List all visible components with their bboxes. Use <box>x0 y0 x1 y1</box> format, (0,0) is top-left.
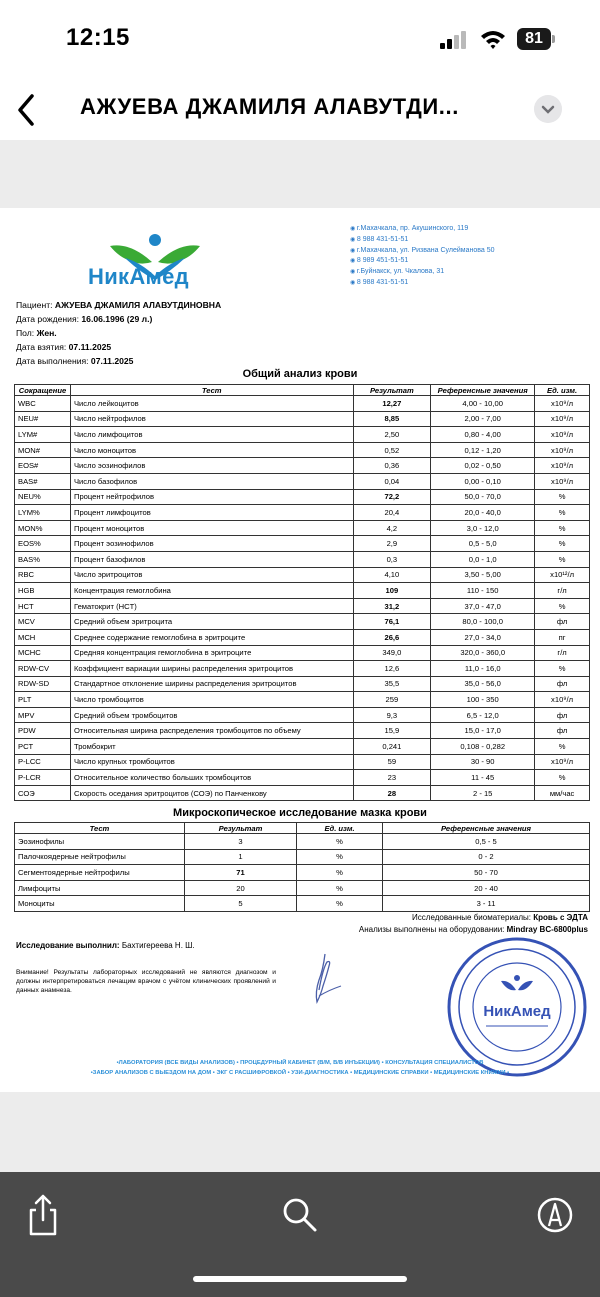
performer-info <box>16 941 195 950</box>
micro-unit-cell: % <box>297 834 383 850</box>
table-row <box>15 458 590 474</box>
cbc-unit-cell: фл <box>535 723 590 739</box>
cbc-test-cell: Число базофилов <box>70 473 353 489</box>
cbc-test-cell: Число лимфоцитов <box>70 427 353 443</box>
contact-line: ◉ г.Махачкала, пр. Акушинского, 119 <box>350 224 495 235</box>
micro-title: Микроскопическое исследование мазка крови <box>173 807 427 819</box>
micro-ref-cell: 0,5 - 5 <box>383 834 590 850</box>
cbc-ref-cell: 4,00 - 10,00 <box>431 396 535 412</box>
table-row <box>15 473 590 489</box>
micro-header-unit: Ед. изм. <box>297 823 383 834</box>
cbc-ref-cell: 6,5 - 12,0 <box>431 707 535 723</box>
cbc-ref-cell: 320,0 - 360,0 <box>431 645 535 661</box>
wifi-icon <box>480 28 506 50</box>
cbc-test-cell: Процент нейтрофилов <box>70 489 353 505</box>
cbc-result-cell: 12,6 <box>353 661 431 677</box>
patient-name: АЖУЕВА ДЖАМИЛЯ АЛАВУТДИНОВНА <box>54 300 222 310</box>
table-row <box>15 629 590 645</box>
cbc-abbr-cell: PCT <box>15 739 71 755</box>
cbc-abbr-cell: MCH <box>15 629 71 645</box>
services-line-2: •ЗАБОР АНАЛИЗОВ С ВЫЕЗДОМ НА ДОМ • ЭКГ С РАСШИФРОВКОЙ • УЗИ-ДИАГНОСТИКА • МЕДИЦИНСКИЕ СПРАВКИ • МЕДИЦИНСКИЕ КНИЖКИ • <box>90 1070 510 1076</box>
cbc-abbr-cell: MCV <box>15 614 71 630</box>
cbc-result-cell: 0,36 <box>353 458 431 474</box>
cbc-test-cell: Число тромбоцитов <box>70 692 353 708</box>
cbc-unit-cell: пг <box>535 629 590 645</box>
clinic-stamp-icon <box>446 936 588 1078</box>
services-line-1: •ЛАБОРАТОРИЯ (ВСЕ ВИДЫ АНАЛИЗОВ) • ПРОЦЕДУРНЫЙ КАБИНЕТ (В/М, В/В ИНЪЕКЦИИ) • КОНСУЛЬТАЦИЯ СПЕЦИАЛИСТОВ <box>116 1060 484 1066</box>
header-ref: Референсные значения <box>431 385 535 396</box>
taken-date: 07.11.2025 <box>68 342 112 352</box>
cbc-unit-cell: г/л <box>535 645 590 661</box>
table-row <box>15 896 590 912</box>
cbc-abbr-cell: WBC <box>15 396 71 412</box>
cbc-ref-cell: 50,0 - 70,0 <box>431 489 535 505</box>
micro-ref-cell: 3 - 11 <box>383 896 590 912</box>
cbc-test-cell: Число нейтрофилов <box>70 411 353 427</box>
cbc-unit-cell: % <box>535 520 590 536</box>
cbc-ref-cell: 11 - 45 <box>431 770 535 786</box>
cbc-test-cell: Тромбокрит <box>70 739 353 755</box>
nav-bar <box>0 80 600 140</box>
cbc-ref-cell: 100 - 350 <box>431 692 535 708</box>
micro-result-cell: 3 <box>185 834 297 850</box>
cbc-result-cell: 259 <box>353 692 431 708</box>
cbc-abbr-cell: P-LCC <box>15 754 71 770</box>
signature-icon <box>305 950 345 1010</box>
cbc-abbr-cell: NEU% <box>15 489 71 505</box>
cbc-ref-cell: 3,0 - 12,0 <box>431 520 535 536</box>
biomaterial-info <box>359 912 588 936</box>
micro-ref-cell: 50 - 70 <box>383 865 590 881</box>
cbc-unit-cell: x10⁹/л <box>535 754 590 770</box>
cbc-abbr-cell: P-LCR <box>15 770 71 786</box>
cbc-unit-cell: фл <box>535 707 590 723</box>
cbc-unit-cell: x10⁹/л <box>535 427 590 443</box>
viewer-background <box>0 1092 600 1172</box>
micro-test-cell: Лимфоциты <box>15 880 185 896</box>
share-button[interactable] <box>18 1190 68 1240</box>
table-row <box>15 536 590 552</box>
table-row <box>15 567 590 583</box>
cbc-ref-cell: 0,108 - 0,282 <box>431 739 535 755</box>
contact-line: ◉ 8 988 431-51-51 <box>350 278 495 289</box>
cbc-result-cell: 23 <box>353 770 431 786</box>
cbc-result-cell: 35,5 <box>353 676 431 692</box>
cbc-unit-cell: % <box>535 598 590 614</box>
home-indicator <box>193 1276 407 1282</box>
battery-indicator: 81 <box>517 28 551 50</box>
micro-header-ref: Референсные значения <box>383 823 590 834</box>
contact-line: ◉ 8 989 451-51-51 <box>350 256 495 267</box>
table-row <box>15 442 590 458</box>
micro-result-cell: 5 <box>185 896 297 912</box>
cbc-test-cell: Стандартное отклонение ширины распределения эритроцитов <box>70 676 353 692</box>
table-row <box>15 427 590 443</box>
cbc-unit-cell: г/л <box>535 583 590 599</box>
cbc-unit-cell: x10¹²/л <box>535 567 590 583</box>
cbc-result-cell: 349,0 <box>353 645 431 661</box>
table-row <box>15 583 590 599</box>
cbc-unit-cell: мм/час <box>535 785 590 801</box>
cbc-test-cell: Число крупных тромбоцитов <box>70 754 353 770</box>
lab-report-document[interactable] <box>0 208 600 1092</box>
cbc-test-cell: Средний объем эритроцита <box>70 614 353 630</box>
cbc-result-cell: 109 <box>353 583 431 599</box>
cbc-ref-cell: 0,02 - 0,50 <box>431 458 535 474</box>
cbc-abbr-cell: PLT <box>15 692 71 708</box>
cbc-ref-cell: 2,00 - 7,00 <box>431 411 535 427</box>
cbc-unit-cell: % <box>535 489 590 505</box>
cbc-unit-cell: % <box>535 739 590 755</box>
cbc-result-cell: 12,27 <box>353 396 431 412</box>
cbc-abbr-cell: EOS% <box>15 536 71 552</box>
cbc-test-cell: Число эритроцитов <box>70 567 353 583</box>
cbc-result-cell: 20,4 <box>353 505 431 521</box>
dob-label: Дата рождения: <box>16 314 80 324</box>
header-test: Тест <box>70 385 353 396</box>
cbc-abbr-cell: EOS# <box>15 458 71 474</box>
cbc-unit-cell: % <box>535 661 590 677</box>
cbc-result-cell: 0,04 <box>353 473 431 489</box>
cbc-result-cell: 72,2 <box>353 489 431 505</box>
table-row <box>15 754 590 770</box>
cbc-test-cell: Относительная ширина распределения тромбоцитов по объему <box>70 723 353 739</box>
equipment-value: Mindray BC-6800plus <box>506 925 588 934</box>
cbc-abbr-cell: RDW-CV <box>15 661 71 677</box>
cbc-ref-cell: 11,0 - 16,0 <box>431 661 535 677</box>
micro-unit-cell: % <box>297 849 383 865</box>
table-row <box>15 849 590 865</box>
cbc-result-cell: 26,6 <box>353 629 431 645</box>
micro-header-row <box>15 823 590 834</box>
cbc-ref-cell: 37,0 - 47,0 <box>431 598 535 614</box>
done-label: Дата выполнения: <box>16 356 89 366</box>
contact-line: ◉ г.Махачкала, ул. Ризвана Сулейманова 50 <box>350 246 495 257</box>
patient-name-label: Пациент: <box>16 300 53 310</box>
cbc-test-cell: Относительное количество больших тромбоцитов <box>70 770 353 786</box>
micro-table <box>14 822 590 912</box>
table-row <box>15 676 590 692</box>
cbc-ref-cell: 80,0 - 100,0 <box>431 614 535 630</box>
cbc-ref-cell: 0,12 - 1,20 <box>431 442 535 458</box>
micro-header-test: Тест <box>15 823 185 834</box>
cbc-ref-cell: 0,00 - 0,10 <box>431 473 535 489</box>
micro-unit-cell: % <box>297 865 383 881</box>
chevron-down-icon[interactable] <box>534 95 562 123</box>
cbc-header-row <box>15 385 590 396</box>
cbc-result-cell: 31,2 <box>353 598 431 614</box>
performer-name: Бахтигереева Н. Ш. <box>121 941 195 950</box>
status-bar <box>0 0 600 80</box>
cbc-abbr-cell: NEU# <box>15 411 71 427</box>
performer-label: Исследование выполнил: <box>16 941 120 950</box>
taken-label: Дата взятия: <box>16 342 67 352</box>
cbc-result-cell: 2,50 <box>353 427 431 443</box>
cbc-test-cell: Средний объем тромбоцитов <box>70 707 353 723</box>
cbc-test-cell: Процент лимфоцитов <box>70 505 353 521</box>
cbc-table <box>14 384 590 801</box>
cbc-test-cell: Число лейкоцитов <box>70 396 353 412</box>
biomat-value: Кровь с ЭДТА <box>533 913 588 922</box>
cellular-signal-icon <box>440 31 470 49</box>
cbc-ref-cell: 30 - 90 <box>431 754 535 770</box>
cbc-test-cell: Процент эозинофилов <box>70 536 353 552</box>
table-row <box>15 645 590 661</box>
micro-test-cell: Моноциты <box>15 896 185 912</box>
table-row <box>15 770 590 786</box>
stamp-name: НикАмед <box>483 1003 551 1020</box>
patient-info <box>16 298 221 368</box>
micro-test-cell: Эозинофилы <box>15 834 185 850</box>
cbc-result-cell: 2,9 <box>353 536 431 552</box>
cbc-ref-cell: 27,0 - 34,0 <box>431 629 535 645</box>
cbc-test-cell: Средняя концентрация гемоглобина в эритроците <box>70 645 353 661</box>
cbc-title: Общий анализ крови <box>242 368 358 380</box>
table-row <box>15 739 590 755</box>
cbc-test-cell: Коэффициент вариации ширины распределения эритроцитов <box>70 661 353 677</box>
cbc-unit-cell: % <box>535 505 590 521</box>
cbc-test-cell: Гематокрит (HCT) <box>70 598 353 614</box>
cbc-unit-cell: фл <box>535 676 590 692</box>
cbc-unit-cell: фл <box>535 614 590 630</box>
battery-tip <box>552 35 555 43</box>
disclaimer-text: Внимание! Результаты лабораторных исследований не являются диагнозом и должны интерпретироваться лечащим врачом с учётом клинических проявлений и данных анамнеза. <box>16 969 276 995</box>
cbc-unit-cell: % <box>535 770 590 786</box>
table-row <box>15 551 590 567</box>
cbc-unit-cell: x10⁹/л <box>535 411 590 427</box>
cbc-test-cell: Процент моноцитов <box>70 520 353 536</box>
cbc-abbr-cell: MPV <box>15 707 71 723</box>
cbc-result-cell: 0,52 <box>353 442 431 458</box>
equipment-label: Анализы выполнены на оборудовании: <box>358 925 505 934</box>
contact-line: ◉ г.Буйнакск, ул. Чкалова, 31 <box>350 267 495 278</box>
clinic-contacts <box>350 224 495 289</box>
cbc-result-cell: 9,3 <box>353 707 431 723</box>
table-row <box>15 520 590 536</box>
table-row <box>15 707 590 723</box>
header-abbr: Сокращение <box>15 385 71 396</box>
micro-test-cell: Палочкоядерные нейтрофилы <box>15 849 185 865</box>
cbc-result-cell: 4,2 <box>353 520 431 536</box>
micro-ref-cell: 0 - 2 <box>383 849 590 865</box>
table-row <box>15 411 590 427</box>
micro-header-result: Результат <box>185 823 297 834</box>
header-unit: Ед. изм. <box>535 385 590 396</box>
table-row <box>15 880 590 896</box>
cbc-ref-cell: 3,50 - 5,00 <box>431 567 535 583</box>
cbc-ref-cell: 0,5 - 5,0 <box>431 536 535 552</box>
table-row <box>15 489 590 505</box>
cbc-result-cell: 0,3 <box>353 551 431 567</box>
services-footer <box>0 1058 600 1078</box>
cbc-test-cell: Число эозинофилов <box>70 458 353 474</box>
table-row <box>15 505 590 521</box>
cbc-ref-cell: 2 - 15 <box>431 785 535 801</box>
table-row <box>15 598 590 614</box>
cbc-test-cell: Скорость оседания эритроцитов (СОЭ) по Панченкову <box>70 785 353 801</box>
table-row <box>15 614 590 630</box>
table-row <box>15 785 590 801</box>
cbc-result-cell: 4,10 <box>353 567 431 583</box>
cbc-abbr-cell: MCHC <box>15 645 71 661</box>
cbc-unit-cell: x10⁹/л <box>535 692 590 708</box>
cbc-abbr-cell: LYM% <box>15 505 71 521</box>
table-row <box>15 692 590 708</box>
biomat-label: Исследованные биоматериалы: <box>412 913 532 922</box>
micro-test-cell: Сегментоядерные нейтрофилы <box>15 865 185 881</box>
table-row <box>15 865 590 881</box>
cbc-abbr-cell: BAS# <box>15 473 71 489</box>
dob: 16.06.1996 (29 л.) <box>81 314 153 324</box>
cbc-test-cell: Концентрация гемоглобина <box>70 583 353 599</box>
bottom-toolbar <box>0 1172 600 1297</box>
cbc-unit-cell: % <box>535 551 590 567</box>
cbc-result-cell: 28 <box>353 785 431 801</box>
micro-result-cell: 20 <box>185 880 297 896</box>
cbc-abbr-cell: HCT <box>15 598 71 614</box>
cbc-ref-cell: 15,0 - 17,0 <box>431 723 535 739</box>
cbc-ref-cell: 35,0 - 56,0 <box>431 676 535 692</box>
clinic-name: НикАмед <box>88 264 189 289</box>
cbc-ref-cell: 0,0 - 1,0 <box>431 551 535 567</box>
micro-result-cell: 1 <box>185 849 297 865</box>
cbc-abbr-cell: RDW-SD <box>15 676 71 692</box>
header-result: Результат <box>353 385 431 396</box>
table-row <box>15 396 590 412</box>
cbc-abbr-cell: MON% <box>15 520 71 536</box>
markup-button[interactable] <box>530 1190 580 1240</box>
micro-unit-cell: % <box>297 896 383 912</box>
cbc-abbr-cell: RBC <box>15 567 71 583</box>
cbc-test-cell: Число моноцитов <box>70 442 353 458</box>
cbc-ref-cell: 0,80 - 4,00 <box>431 427 535 443</box>
cbc-result-cell: 76,1 <box>353 614 431 630</box>
cbc-result-cell: 8,85 <box>353 411 431 427</box>
micro-unit-cell: % <box>297 880 383 896</box>
search-button[interactable] <box>274 1190 324 1240</box>
micro-result-cell: 71 <box>185 865 297 881</box>
cbc-abbr-cell: HGB <box>15 583 71 599</box>
cbc-ref-cell: 20,0 - 40,0 <box>431 505 535 521</box>
document-title: АЖУЕВА ДЖАМИЛЯ АЛАВУТДИ... <box>80 94 459 119</box>
cbc-abbr-cell: СОЭ <box>15 785 71 801</box>
cbc-abbr-cell: LYM# <box>15 427 71 443</box>
cbc-test-cell: Процент базофилов <box>70 551 353 567</box>
table-row <box>15 723 590 739</box>
cbc-ref-cell: 110 - 150 <box>431 583 535 599</box>
cbc-abbr-cell: BAS% <box>15 551 71 567</box>
done-date: 07.11.2025 <box>90 356 134 366</box>
table-row <box>15 661 590 677</box>
cbc-result-cell: 15,9 <box>353 723 431 739</box>
micro-ref-cell: 20 - 40 <box>383 880 590 896</box>
cbc-unit-cell: x10⁹/л <box>535 442 590 458</box>
cbc-unit-cell: % <box>535 536 590 552</box>
back-button[interactable] <box>8 90 44 130</box>
cbc-unit-cell: x10⁹/л <box>535 458 590 474</box>
cbc-test-cell: Среднее содержание гемоглобина в эритроците <box>70 629 353 645</box>
status-time: 12:15 <box>66 24 130 51</box>
cbc-result-cell: 59 <box>353 754 431 770</box>
contact-line: ◉ 8 988 431-51-51 <box>350 235 495 246</box>
cbc-unit-cell: x10⁹/л <box>535 473 590 489</box>
cbc-result-cell: 0,241 <box>353 739 431 755</box>
viewer-background <box>0 140 600 208</box>
cbc-abbr-cell: MON# <box>15 442 71 458</box>
cbc-abbr-cell: PDW <box>15 723 71 739</box>
sex-label: Пол: <box>16 328 35 338</box>
table-row <box>15 834 590 850</box>
sex: Жен. <box>36 328 57 338</box>
cbc-unit-cell: x10⁹/л <box>535 396 590 412</box>
